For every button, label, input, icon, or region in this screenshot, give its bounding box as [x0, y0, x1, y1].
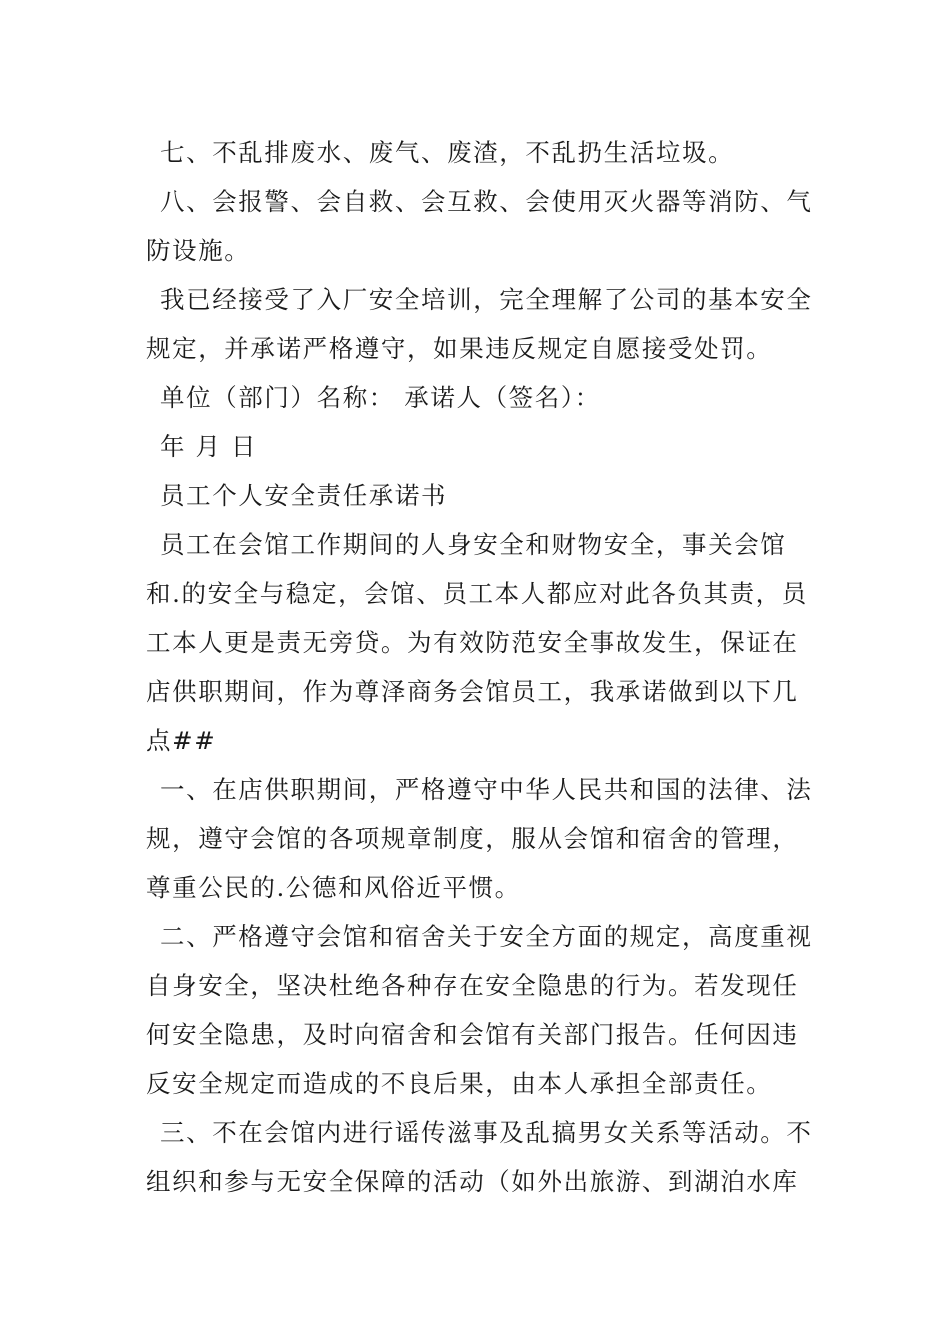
date-line: 年 月 日	[160, 432, 258, 461]
paragraph-clause-1: 一、在店供职期间，严格遵守中华人民共和国的法律、法规，遵守会馆的各项规章制度，服从会馆和宿舍的管理，尊重公民的.公德和风俗近平惯。	[146, 775, 813, 902]
paragraph-acknowledgement: 我已经接受了入厂安全培训，完全理解了公司的基本安全规定，并承诺严格遵守，如果违反规定自愿接受处罚。	[146, 285, 813, 363]
paragraph-rule-7: 七、不乱排废水、废气、废渣，不乱扔生活垃圾。	[160, 138, 735, 167]
paragraph-clause-3: 三、不在会馆内进行谣传滋事及乱搞男女关系等活动。不组织和参与无安全保障的活动（如外出旅游、到湖泊水库	[146, 1118, 813, 1196]
paragraph-intro: 员工在会馆工作期间的人身安全和财物安全，事关会馆和.的安全与稳定，会馆、员工本人都应对此各负其责，员工本人更是责无旁贷。为有效防范安全事故发生，保证在店供职期间，作为尊泽商务会馆员工，我承诺做到以下几点##	[146, 530, 808, 755]
document-body	[146, 128, 814, 1206]
signature-line: 单位（部门）名称： 承诺人（签名）：	[160, 383, 601, 412]
section-title: 员工个人安全责任承诺书	[160, 481, 448, 510]
paragraph-rule-8: 八、会报警、会自救、会互救、会使用灭火器等消防、气防设施。	[146, 187, 813, 265]
paragraph-clause-2: 二、严格遵守会馆和宿舍关于安全方面的规定，高度重视自身安全，坚决杜绝各种存在安全隐患的行为。若发现任何安全隐患，及时向宿舍和会馆有关部门报告。任何因违反安全规定而造成的不良后果，由本人承担全部责任。	[146, 922, 813, 1098]
